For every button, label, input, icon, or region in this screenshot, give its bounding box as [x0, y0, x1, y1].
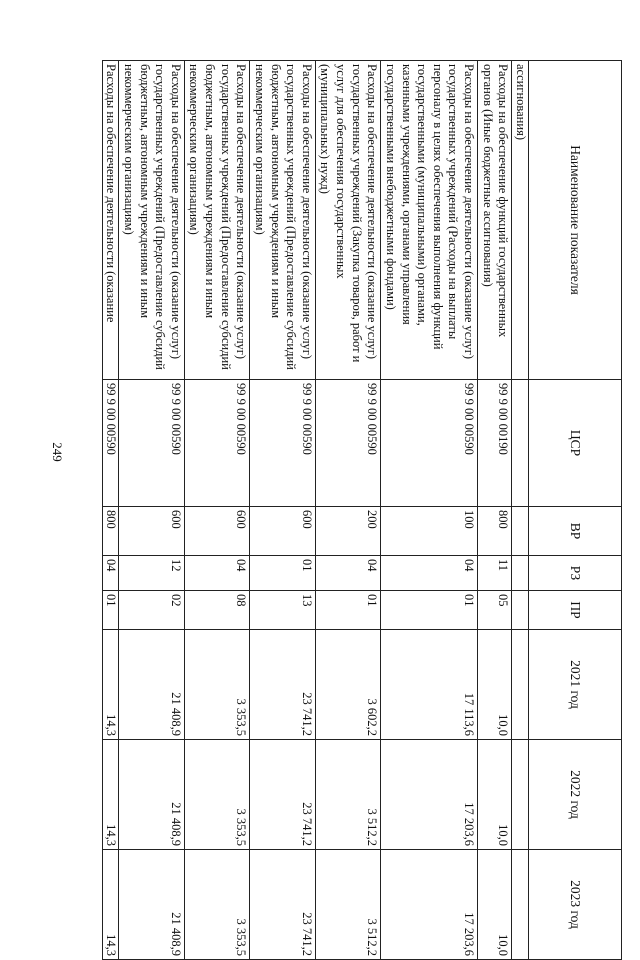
cell-pr: 01: [381, 591, 478, 630]
cell-2023: [512, 850, 529, 960]
cell-2021: 3 602,2: [315, 630, 381, 740]
cell-csr: 99 9 00 00590: [119, 380, 185, 507]
table-header-row: [529, 61, 622, 960]
header-2023: 2023 год: [529, 850, 622, 960]
cell-name: Расходы на обеспечение деятельности (оказание услуг) государственных учреждений (Расходы на выплаты персоналу в целях обеспечения выполнения функций государственными (муниципальными) органами, казенными учреждениями, органами управления государственными внебюджетными фондами): [381, 61, 478, 380]
cell-vr: 600: [250, 507, 316, 556]
cell-vr: 800: [478, 507, 512, 556]
cell-2021: [512, 630, 529, 740]
cell-csr: 99 9 00 00590: [250, 380, 316, 507]
cell-2022: 14,3: [102, 740, 119, 850]
cell-csr: 99 9 00 00590: [102, 380, 119, 507]
cell-name: ассигнования): [512, 61, 529, 380]
cell-2022: 3 512,2: [315, 740, 381, 850]
table-row: [512, 61, 529, 960]
cell-2021: 10,0: [478, 630, 512, 740]
cell-pr: 08: [184, 591, 250, 630]
table-row: [381, 61, 478, 960]
cell-vr: 600: [184, 507, 250, 556]
cell-2023: 17 203,6: [381, 850, 478, 960]
cell-name: Расходы на обеспечение деятельности (оказание услуг) государственных учреждений (Предоставление субсидий бюджетным, автономным учреждениям и иным некоммерческим организациям): [184, 61, 250, 380]
cell-rz: 04: [184, 556, 250, 591]
cell-csr: 99 9 00 00590: [184, 380, 250, 507]
cell-2023: 14,3: [102, 850, 119, 960]
cell-csr: 99 9 00 00590: [315, 380, 381, 507]
header-2021: 2021 год: [529, 630, 622, 740]
cell-csr: [512, 380, 529, 507]
cell-2023: 3 512,2: [315, 850, 381, 960]
cell-2022: [512, 740, 529, 850]
cell-vr: 200: [315, 507, 381, 556]
rotated-table-area: [104, 60, 622, 956]
cell-vr: [512, 507, 529, 556]
header-vr: ВР: [529, 507, 622, 556]
cell-vr: 800: [102, 507, 119, 556]
cell-2021: 14,3: [102, 630, 119, 740]
cell-name: Расходы на обеспечение деятельности (оказание: [102, 61, 119, 380]
cell-2021: 17 113,6: [381, 630, 478, 740]
cell-pr: 01: [315, 591, 381, 630]
cell-csr: 99 9 00 00190: [478, 380, 512, 507]
cell-pr: 13: [250, 591, 316, 630]
table-row: [102, 61, 119, 960]
cell-pr: 01: [102, 591, 119, 630]
cell-rz: [512, 556, 529, 591]
header-csr: ЦСР: [529, 380, 622, 507]
cell-2023: 23 741,2: [250, 850, 316, 960]
table-row: [119, 61, 185, 960]
cell-2023: 3 353,5: [184, 850, 250, 960]
cell-rz: 04: [381, 556, 478, 591]
table-row: [250, 61, 316, 960]
cell-rz: 04: [102, 556, 119, 591]
cell-vr: 600: [119, 507, 185, 556]
table-row: [184, 61, 250, 960]
cell-rz: 11: [478, 556, 512, 591]
header-2022: 2022 год: [529, 740, 622, 850]
cell-2022: 23 741,2: [250, 740, 316, 850]
table-row: [478, 61, 512, 960]
cell-2022: 17 203,6: [381, 740, 478, 850]
table-wrapper: [104, 60, 622, 956]
cell-csr: 99 9 00 00590: [381, 380, 478, 507]
cell-2021: 23 741,2: [250, 630, 316, 740]
cell-2022: 3 353,5: [184, 740, 250, 850]
page-number: 249: [50, 442, 65, 462]
table-row: [315, 61, 381, 960]
cell-name: Расходы на обеспечение деятельности (оказание услуг) государственных учреждений (Предоставление субсидий бюджетным, автономным учреждениям и иным некоммерческим организациям): [250, 61, 316, 380]
cell-rz: 04: [315, 556, 381, 591]
cell-2023: 21 408,9: [119, 850, 185, 960]
cell-pr: 05: [478, 591, 512, 630]
cell-2022: 21 408,9: [119, 740, 185, 850]
cell-rz: 01: [250, 556, 316, 591]
header-pr: ПР: [529, 591, 622, 630]
cell-name: Расходы на обеспечение деятельности (оказание услуг) государственных учреждений (Предоставление субсидий бюджетным, автономным учреждениям и иным некоммерческим организациям): [119, 61, 185, 380]
cell-name: Расходы на обеспечение деятельности (оказание услуг) государственных учреждений (Закупка товаров, работ и услуг для обеспечения государственных (муниципальных) нужд): [315, 61, 381, 380]
cell-2021: 21 408,9: [119, 630, 185, 740]
cell-pr: 02: [119, 591, 185, 630]
cell-vr: 100: [381, 507, 478, 556]
budget-table: [102, 60, 622, 960]
header-rz: РЗ: [529, 556, 622, 591]
cell-2021: 3 353,5: [184, 630, 250, 740]
header-name: Наименование показателя: [529, 61, 622, 380]
cell-name: Расходы на обеспечение функций государственных органов (Иные бюджетные ассигнования): [478, 61, 512, 380]
cell-rz: 12: [119, 556, 185, 591]
cell-pr: [512, 591, 529, 630]
cell-2022: 10,0: [478, 740, 512, 850]
cell-2023: 10,0: [478, 850, 512, 960]
